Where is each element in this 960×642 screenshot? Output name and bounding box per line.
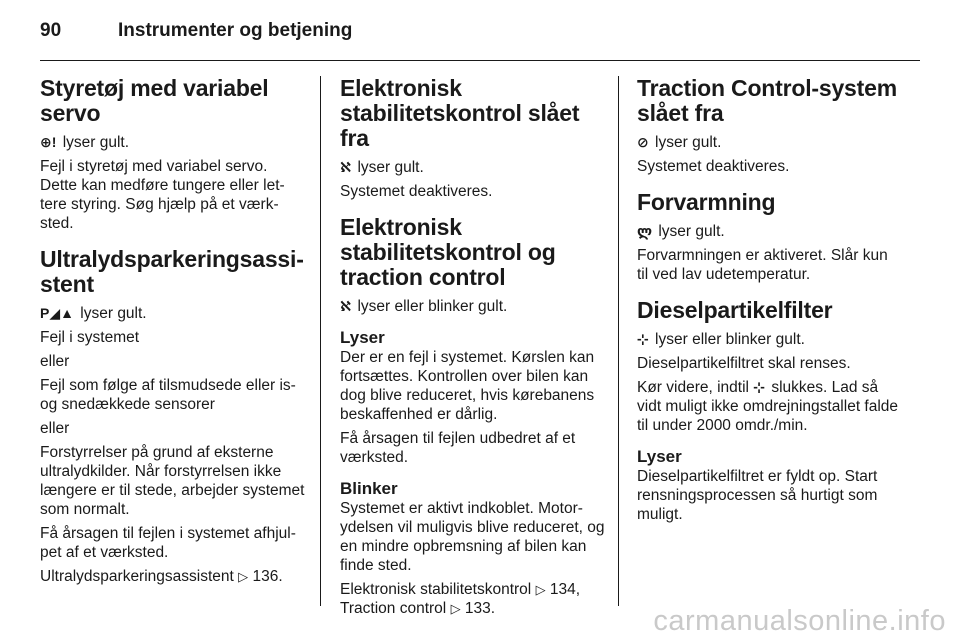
status-line: ⊘ lyser gult. [637, 134, 722, 151]
section-title-preheat: Forvarmning [637, 189, 776, 215]
paragraph: eller [40, 353, 70, 370]
paragraph: Kør videre, indtil ⊹ slukkes. Lad så vidt muligt ikke omdrejningstallet falde til under 2000 omdr./min. [637, 379, 899, 434]
reference-arrow-icon: ▷ [535, 582, 546, 597]
esc-off-icon: ℵ [340, 159, 352, 175]
status-line: P◢▲ lyser gult. [40, 305, 147, 322]
esc-icon: ℵ [340, 298, 352, 314]
status-line: ⊕! lyser gult. [40, 134, 130, 151]
section-title-steering: Styretøj med variabel servo [40, 75, 269, 126]
paragraph: Systemet deaktiveres. [340, 183, 493, 200]
subheading-lyser: Lyser [637, 447, 682, 466]
particle-filter-icon: ⊹ [753, 379, 766, 395]
column-divider [320, 76, 321, 606]
section-title-tc-off: Traction Control-system slået fra [637, 75, 897, 126]
page-header [40, 10, 920, 61]
particle-filter-icon: ⊹ [637, 331, 649, 347]
status-line: ℵ lyser gult. [340, 159, 424, 176]
column-divider [618, 76, 619, 606]
paragraph: Dieselpartikelfiltret er fyldt op. Start rensningsprocessen så hurtigt som muligt. [637, 468, 878, 523]
paragraph: Forstyrrelser på grund af eksterne ultralydkilder. Når forstyrrelsen ikke længere er til stede, arbejder systemet som normalt. [40, 444, 305, 518]
paragraph: Forvarmningen er aktiveret. Slår kun til ved lav udetemperatur. [637, 247, 888, 283]
section-title-esc-off: Elektronisk stabilitetskontrol slået fra [340, 75, 580, 151]
subheading-lyser: Lyser [340, 328, 385, 347]
cross-reference: Ultralydsparkeringsassistent ▷ 136. [40, 568, 283, 585]
paragraph: Der er en fejl i systemet. Kørslen kan fortsættes. Kontrollen over bilen kan dog blive reduceret, hvis kørebanens beskaffenhed er dårlig. [340, 349, 595, 423]
tc-off-icon: ⊘ [637, 134, 649, 150]
section-title-dpf: Dieselpartikelfilter [637, 297, 833, 323]
status-line: ⊹ lyser eller blinker gult. [637, 331, 805, 348]
section-title-parking: Ultralydsparkeringsassistent [40, 246, 304, 297]
paragraph: eller [40, 420, 70, 437]
cross-reference: Elektronisk stabilitetskontrol ▷ 134, [340, 581, 581, 598]
cross-reference: Traction control ▷ 133. [340, 600, 496, 617]
paragraph: Få årsagen til fejlen i systemet afhjulpet af et værksted. [40, 525, 296, 561]
preheat-coil-icon: ლ [637, 223, 653, 239]
paragraph: Systemet deaktiveres. [637, 158, 790, 175]
watermark: carmanualsonline.info [653, 605, 946, 637]
paragraph: Fejl i systemet [40, 329, 140, 346]
paragraph: Fejl i styretøj med variabel servo. Dette kan medføre tungere eller lettere styring. Søg hjælp på et værksted. [40, 158, 285, 232]
paragraph: Systemet er aktivt indkoblet. Motorydelsen vil muligvis blive reduceret, og en mindre opbremsning af bilen kan finde sted. [340, 500, 605, 574]
status-line: ლ lyser gult. [637, 223, 725, 240]
column-3 [637, 76, 903, 529]
subheading-blinker: Blinker [340, 479, 398, 498]
paragraph: Dieselpartikelfiltret skal renses. [637, 355, 851, 372]
page-number: 90 [40, 20, 62, 41]
paragraph: Få årsagen til fejlen udbedret af et værksted. [340, 430, 576, 466]
section-title-esc-tc: Elektronisk stabilitetskontrol og traction control [340, 214, 556, 290]
paragraph: Fejl som følge af tilsmudsede eller is- og snedækkede sensorer [40, 377, 296, 413]
parking-assist-icon: P◢▲ [40, 305, 74, 321]
steering-warning-icon: ⊕! [40, 134, 57, 150]
column-2 [340, 76, 606, 623]
reference-arrow-icon: ▷ [450, 601, 461, 616]
column-1 [40, 76, 306, 591]
reference-arrow-icon: ▷ [238, 569, 249, 584]
status-line: ℵ lyser eller blinker gult. [340, 298, 508, 315]
chapter-title: Instrumenter og betjening [118, 20, 353, 41]
